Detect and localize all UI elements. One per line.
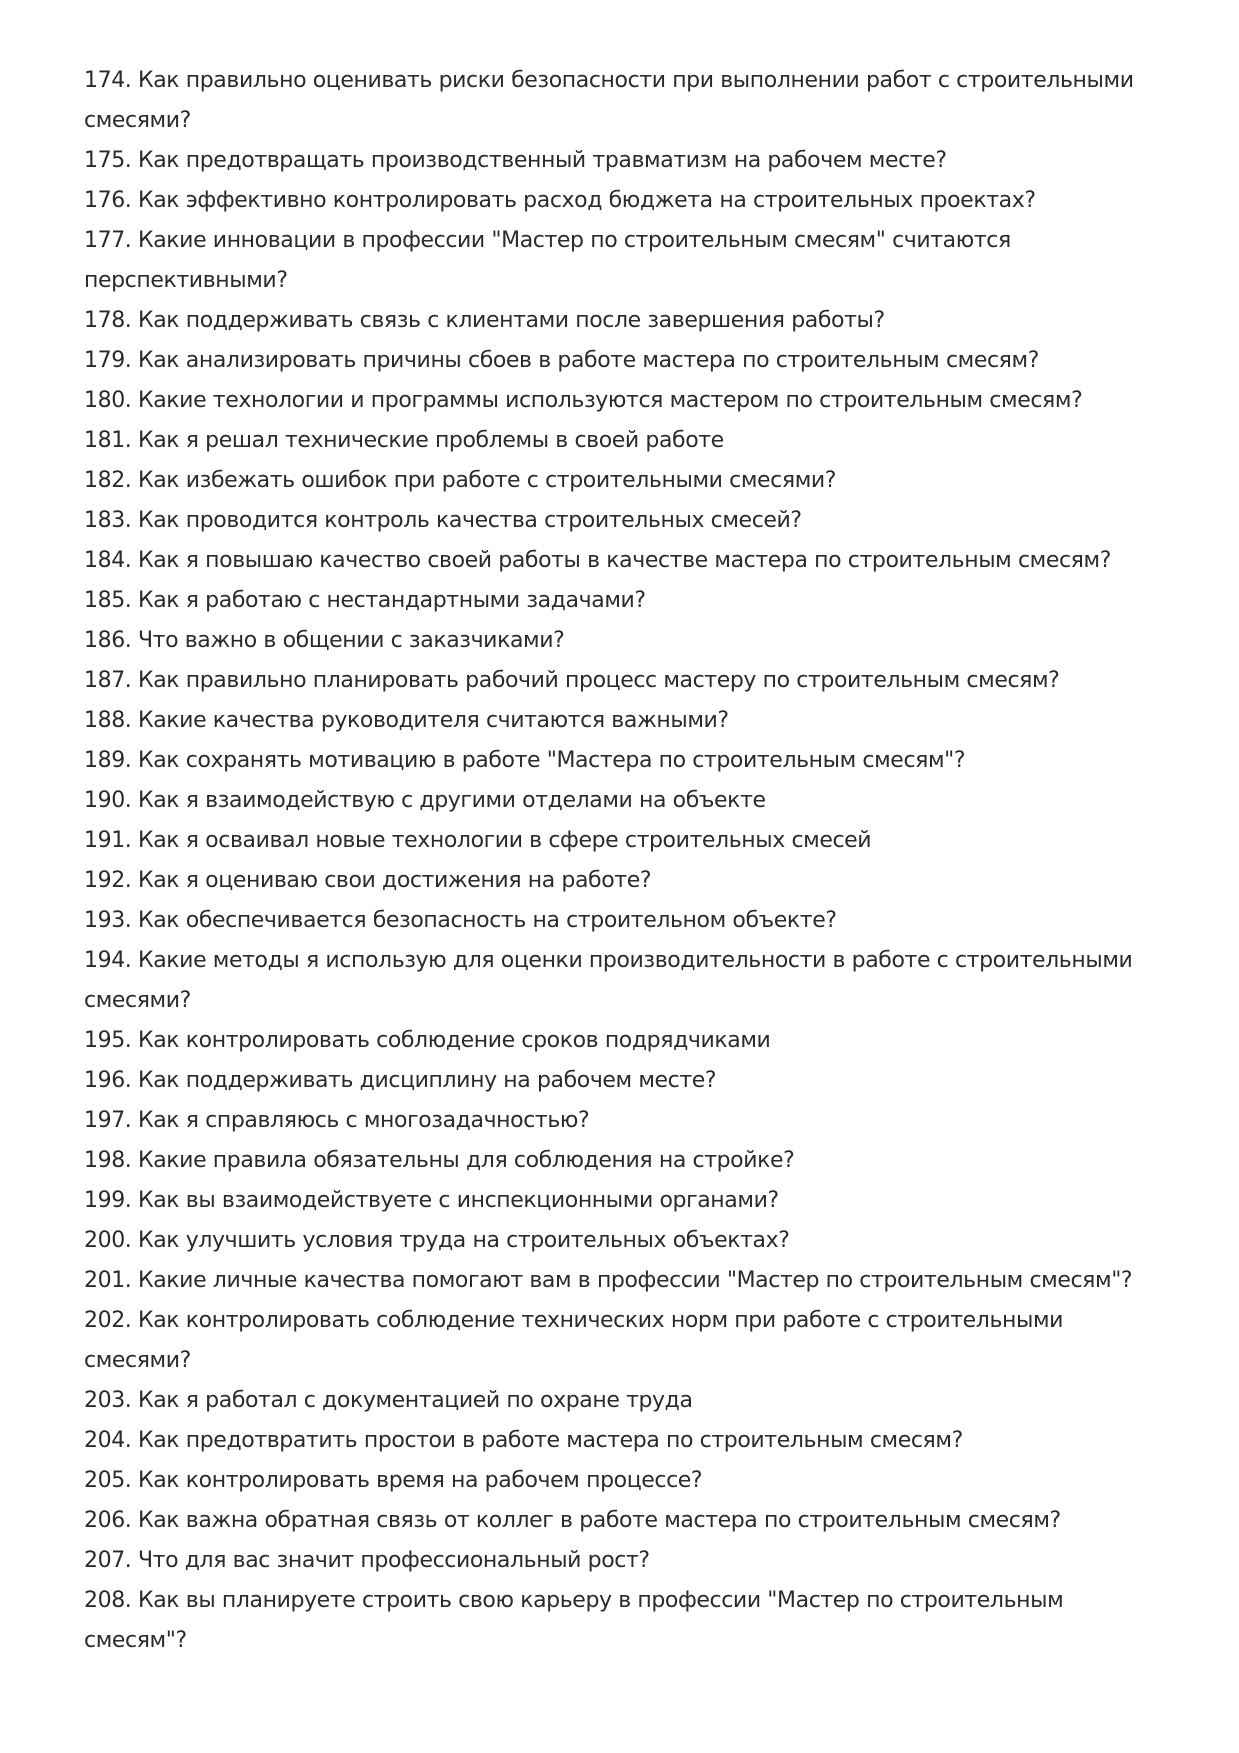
question-item: 206. Как важна обратная связь от коллег в работе мастера по строительным смесям?: [84, 1508, 1061, 1533]
question-item: 191. Как я осваивал новые технологии в сфере строительных смесей: [84, 828, 872, 853]
question-item: 183. Как проводится контроль качества строительных смесей?: [84, 508, 802, 533]
question-item: 199. Как вы взаимодействуете с инспекционными органами?: [84, 1188, 779, 1213]
question-item: 188. Какие качества руководителя считаются важными?: [84, 708, 729, 733]
question-item: 193. Как обеспечивается безопасность на строительном объекте?: [84, 908, 837, 933]
question-item: 198. Какие правила обязательны для соблюдения на стройке?: [84, 1148, 795, 1173]
question-item: 182. Как избежать ошибок при работе с строительными смесями?: [84, 468, 837, 493]
question-item: 192. Как я оцениваю свои достижения на работе?: [84, 868, 652, 893]
question-item: 176. Как эффективно контролировать расход бюджета на строительных проектах?: [84, 188, 1036, 213]
question-item: 197. Как я справляюсь с многозадачностью?: [84, 1108, 590, 1133]
question-item: 177. Какие инновации в профессии "Мастер по строительным смесям" считаются перспективными?: [84, 228, 1011, 293]
question-item: 174. Как правильно оценивать риски безопасности при выполнении работ с строительными смесями?: [84, 68, 1134, 133]
question-item: 205. Как контролировать время на рабочем процессе?: [84, 1468, 703, 1493]
question-item: 185. Как я работаю с нестандартными задачами?: [84, 588, 646, 613]
question-item: 189. Как сохранять мотивацию в работе "Мастера по строительным смесям"?: [84, 748, 966, 773]
question-item: 207. Что для вас значит профессиональный рост?: [84, 1548, 650, 1573]
question-item: 204. Как предотвратить простои в работе мастера по строительным смесям?: [84, 1428, 963, 1453]
question-item: 196. Как поддерживать дисциплину на рабочем месте?: [84, 1068, 717, 1093]
question-item: 190. Как я взаимодействую с другими отделами на объекте: [84, 788, 766, 813]
question-item: 187. Как правильно планировать рабочий процесс мастеру по строительным смесям?: [84, 668, 1060, 693]
question-item: 208. Как вы планируете строить свою карьеру в профессии "Мастер по строительным смесям"?: [84, 1588, 1064, 1653]
question-item: 184. Как я повышаю качество своей работы в качестве мастера по строительным смесям?: [84, 548, 1111, 573]
question-list: [84, 61, 1164, 1661]
question-item: 180. Какие технологии и программы используются мастером по строительным смесям?: [84, 388, 1083, 413]
question-item: 178. Как поддерживать связь с клиентами после завершения работы?: [84, 308, 885, 333]
question-item: 203. Как я работал с документацией по охране труда: [84, 1388, 693, 1413]
question-item: 201. Какие личные качества помогают вам в профессии "Мастер по строительным смесям"?: [84, 1268, 1133, 1293]
question-item: 186. Что важно в общении с заказчиками?: [84, 628, 565, 653]
question-item: 200. Как улучшить условия труда на строительных объектах?: [84, 1228, 790, 1253]
question-item: 195. Как контролировать соблюдение сроков подрядчиками: [84, 1028, 771, 1053]
question-item: 202. Как контролировать соблюдение технических норм при работе с строительными смесями?: [84, 1308, 1064, 1373]
question-item: 175. Как предотвращать производственный травматизм на рабочем месте?: [84, 148, 947, 173]
question-item: 181. Как я решал технические проблемы в своей работе: [84, 428, 724, 453]
question-item: 179. Как анализировать причины сбоев в работе мастера по строительным смесям?: [84, 348, 1039, 373]
question-item: 194. Какие методы я использую для оценки производительности в работе с строительными смесями?: [84, 948, 1133, 1013]
